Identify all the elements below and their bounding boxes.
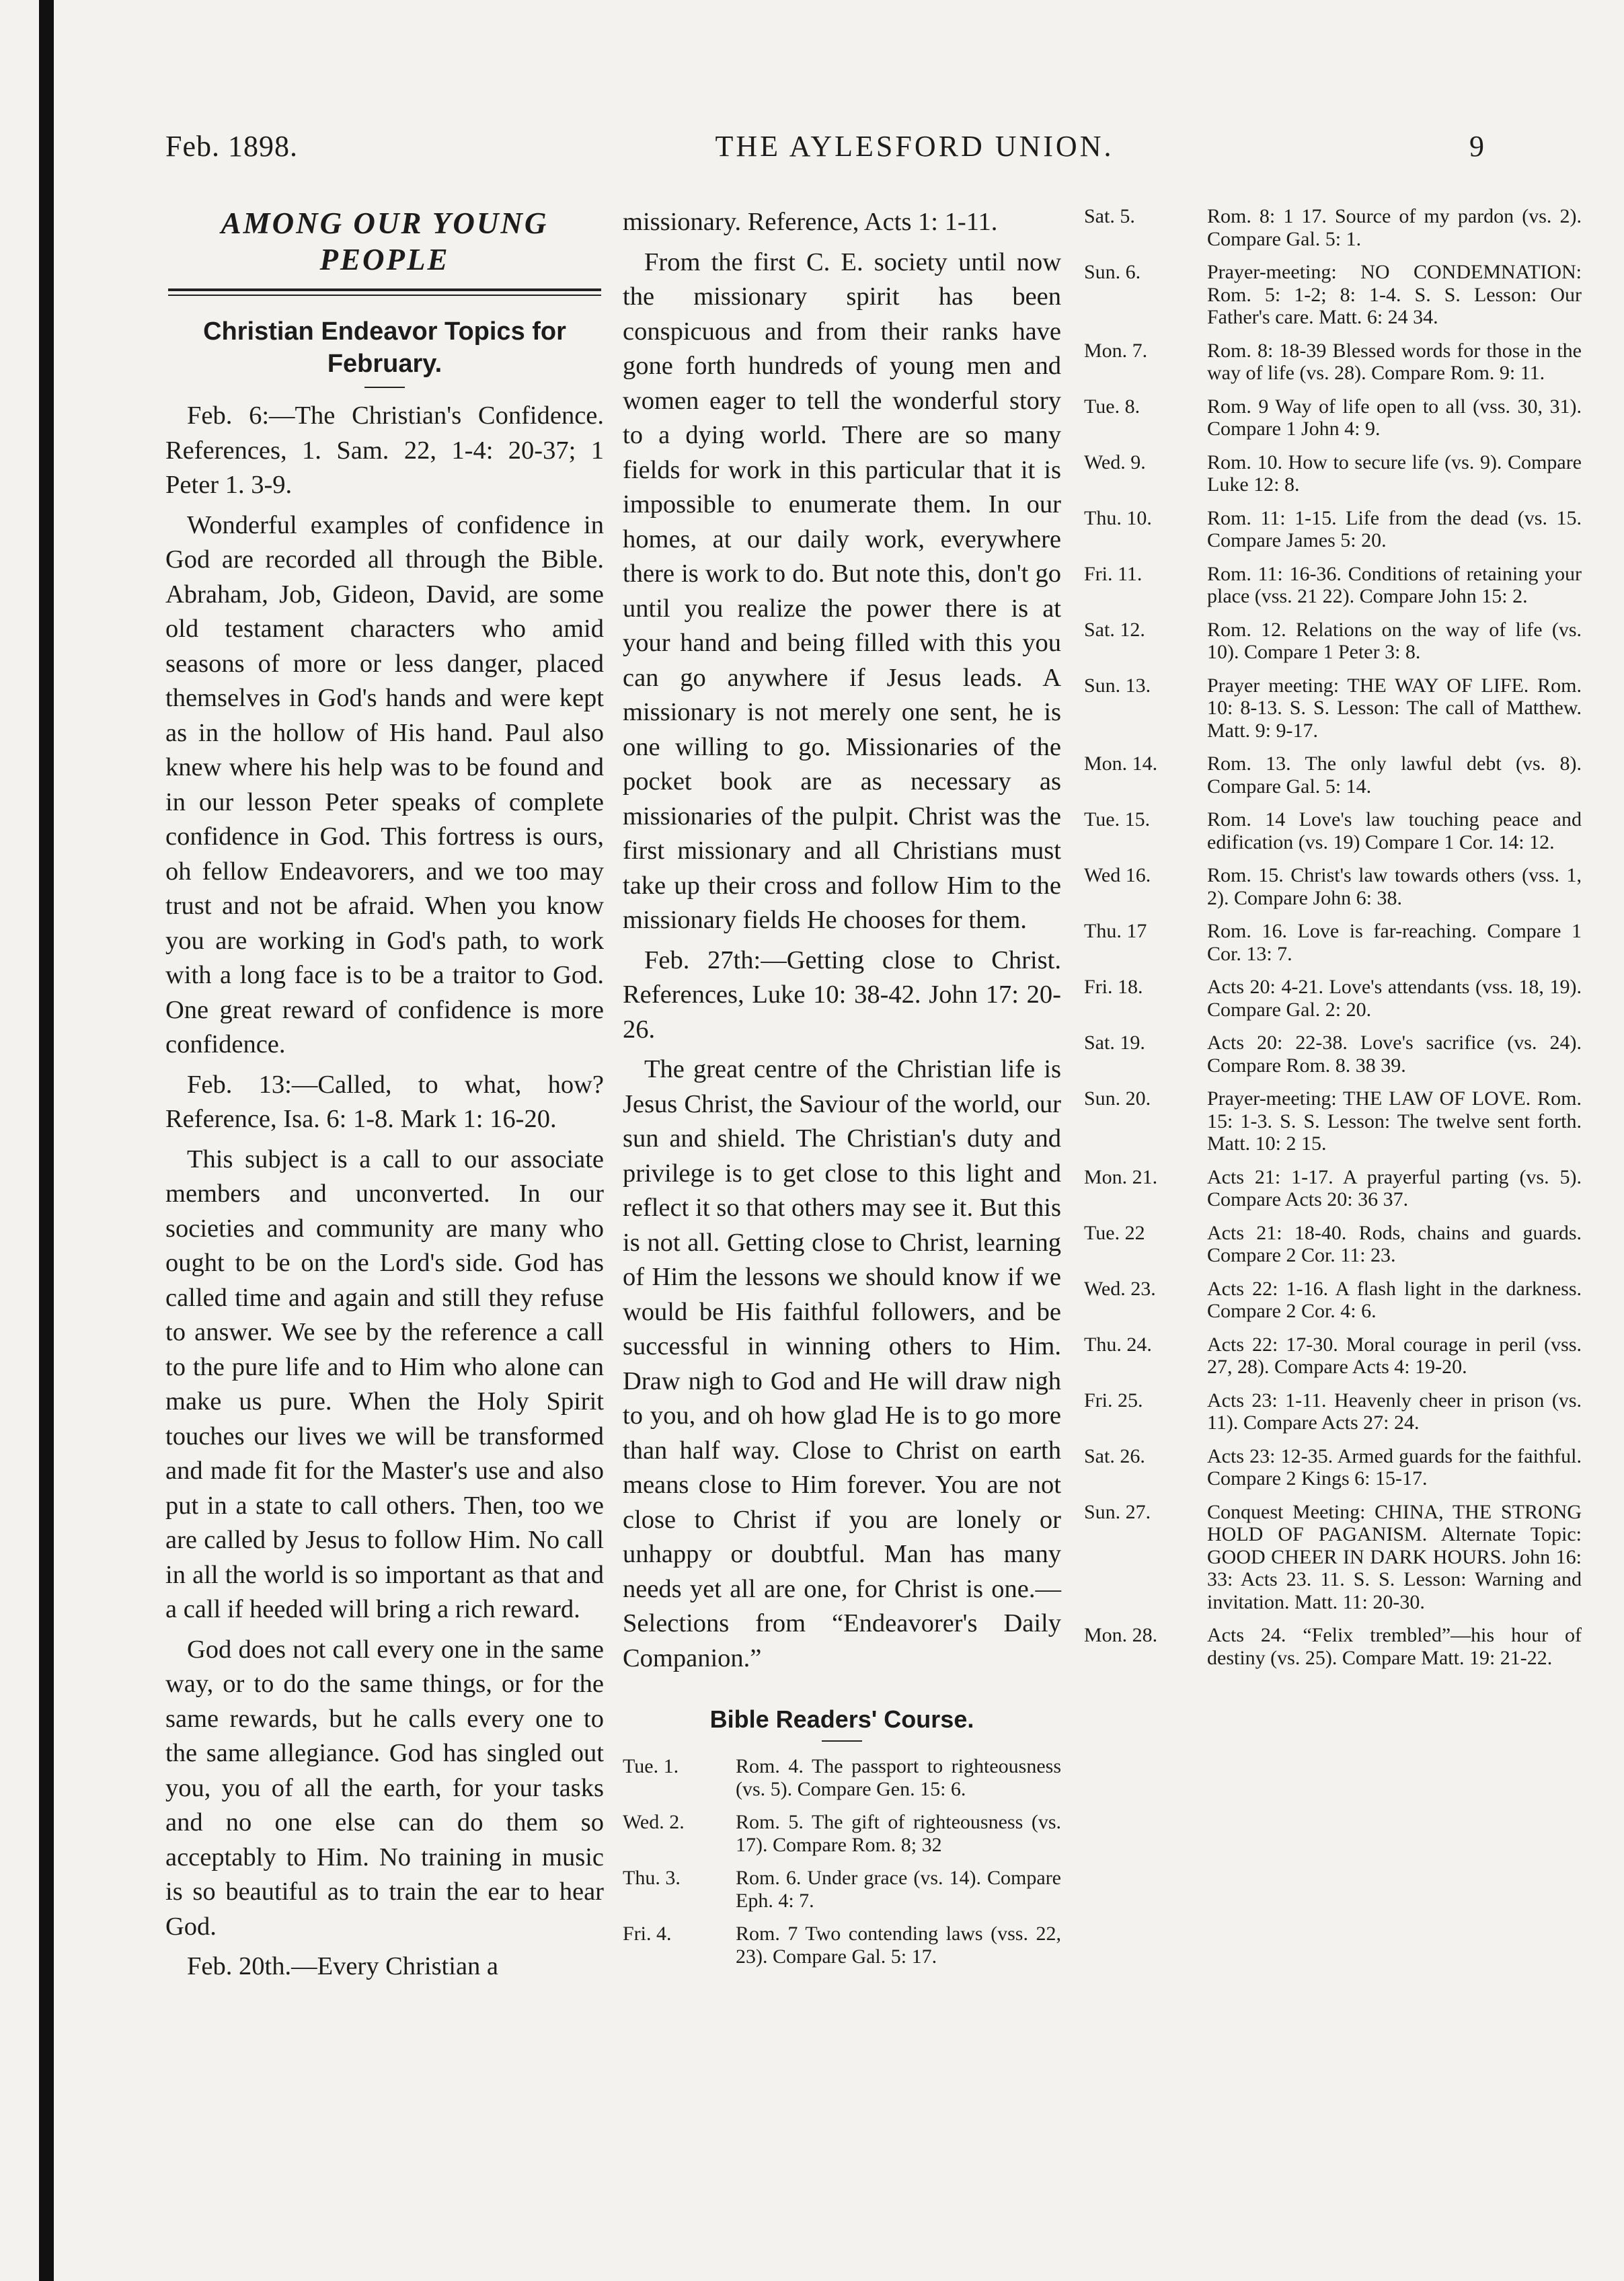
reading-entry <box>623 1923 1061 1968</box>
reading-entry <box>1084 808 1582 853</box>
reading-day: Thu. 17 <box>1084 920 1147 942</box>
reading-text: Acts 21: 18-40. Rods, chains and guards. Compare 2 Cor. 11: 23. <box>1207 1221 1582 1266</box>
topic-feb-20-heading: Feb. 20th.—Every Christian a <box>187 1952 498 1980</box>
reading-text: Prayer-meeting: NO CONDEMNATION: Rom. 5: 1-2; 8: 1-4. S. S. Lesson: Our Father's care. Matt. 6: 24 34. <box>1207 261 1582 328</box>
reading-text: Acts 23: 12-35. Armed guards for the faithful. Compare 2 Kings 6: 15-17. <box>1207 1444 1582 1490</box>
reading-text: Acts 22: 1-16. A flash light in the darkness. Compare 2 Cor. 4: 6. <box>1207 1277 1582 1322</box>
reading-day: Fri. 4. <box>623 1923 672 1945</box>
reading-entry <box>1084 619 1582 664</box>
reading-entry <box>1084 752 1582 798</box>
topic-feb-6-heading: Feb. 6:—The Christian's Confidence. References, 1. Sam. 22, 1-4: 20-37; 1 Peter 1. 3-9. <box>165 401 604 499</box>
reading-text: Acts 22: 17-30. Moral courage in peril (vss. 27, 28). Compare Acts 4: 19-20. <box>1207 1333 1582 1378</box>
reading-entry <box>1084 674 1582 742</box>
reading-text: Rom. 14 Love's law touching peace and edification (vs. 19) Compare 1 Cor. 14: 12. <box>1207 808 1582 853</box>
reading-day: Tue. 1. <box>623 1755 679 1777</box>
reading-text: Rom. 6. Under grace (vs. 14). Compare Eph. 4: 7. <box>736 1867 1061 1912</box>
reading-text: Rom. 16. Love is far-reaching. Compare 1 Cor. 13: 7. <box>1207 920 1582 965</box>
reading-entry <box>1084 1389 1582 1434</box>
reading-text: Prayer-meeting: THE LAW OF LOVE. Rom. 15: 1-3. S. S. Lesson: The twelve sent forth. Matt. 10: 2 15. <box>1207 1087 1582 1155</box>
reading-entry <box>1084 1501 1582 1614</box>
reading-list-b <box>1084 205 1582 1669</box>
reading-day: Sun. 20. <box>1084 1087 1151 1110</box>
reading-day: Thu. 3. <box>623 1867 681 1889</box>
topics-divider <box>364 387 405 388</box>
reading-day: Thu. 24. <box>1084 1333 1152 1356</box>
page-number: 9 <box>1469 130 1485 163</box>
reading-day: Tue. 22 <box>1084 1221 1145 1244</box>
reading-day: Mon. 28. <box>1084 1624 1158 1646</box>
reading-entry <box>623 1811 1061 1856</box>
reading-text: Rom. 15. Christ's law towards others (vss. 1, 2). Compare John 6: 38. <box>1207 864 1582 909</box>
reading-entry <box>1084 1087 1582 1155</box>
reading-entry <box>1084 1278 1582 1323</box>
reading-day: Thu. 10. <box>1084 506 1152 529</box>
topics-title: Christian Endeavor Topics for February. <box>203 317 566 378</box>
reading-entry <box>1084 340 1582 385</box>
reading-day: Sat. 12. <box>1084 618 1145 641</box>
reading-text: Rom. 8: 1 17. Source of my pardon (vs. 2). Compare Gal. 5: 1. <box>1207 205 1582 250</box>
reading-day: Fri. 11. <box>1084 562 1143 585</box>
topic-feb-13-body-continued: God does not call every one in the same way, or to do the same things, or for the same rewards, but he calls every one to the same allegiance. God has singled out you, you of all the earth, for your tasks and no one else can do them so acceptably to Him. No training in music is so beautiful as to train the ear to hear God. <box>165 1635 604 1941</box>
reading-entry <box>1084 507 1582 552</box>
bible-course-title: Bible Readers' Course. <box>709 1705 974 1733</box>
reading-day: Fri. 18. <box>1084 976 1143 998</box>
reading-text: Conquest Meeting: CHINA, THE STRONG HOLD OF PAGANISM. Alternate Topic: GOOD CHEER IN DARK HOURS. John 16: 33: Acts 23. 11. S. S. Lesson: Warning and invitation. Matt. 11: 20-30. <box>1207 1500 1582 1613</box>
reading-text: Rom. 7 Two contending laws (vss. 22, 23). Compare Gal. 5: 17. <box>736 1923 1061 1968</box>
reading-entry <box>1084 920 1582 965</box>
topic-feb-27-heading: Feb. 27th:—Getting close to Christ. References, Luke 10: 38-42. John 17: 20-26. <box>623 945 1061 1044</box>
reading-text: Rom. 9 Way of life open to all (vss. 30, 31). Compare 1 John 4: 9. <box>1207 395 1582 440</box>
topic-feb-20-reference: missionary. Reference, Acts 1: 1-11. <box>623 208 998 236</box>
reading-entry <box>1084 1032 1582 1077</box>
reading-entry <box>1084 1166 1582 1211</box>
section-divider <box>168 288 601 296</box>
column-two <box>623 205 1061 1968</box>
topic-feb-6-body: Wonderful examples of confidence in God are recorded all through the Bible. Abraham, Job, Gideon, David, are some old testament characters who amid seasons of more or less danger, placed themselves in God's hands and were kept as in the hollow of His hand. Paul also knew where his help was to be found and in our lesson Peter speaks of complete confidence in God. This fortress is ours, oh fellow Endeavorers, and we too may trust and not be afraid. When you know you are working in God's path, to work with a long face is to be a traitor to God. One great reward of confidence is more confidence. <box>165 510 604 1058</box>
section-title: AMONG OUR YOUNG PEOPLE <box>221 206 549 276</box>
reading-text: Rom. 11: 16-36. Conditions of retaining your place (vss. 21 22). Compare John 15: 2. <box>1207 562 1582 607</box>
reading-text: Prayer meeting: THE WAY OF LIFE. Rom. 10: 8-13. S. S. Lesson: The call of Matthew. Matt. 9: 9-17. <box>1207 674 1582 742</box>
reading-text: Acts 20: 4-21. Love's attendants (vss. 18, 19). Compare Gal. 2: 20. <box>1207 976 1582 1021</box>
topic-feb-13-heading: Feb. 13:—Called, to what, how? Reference, Isa. 6: 1-8. Mark 1: 16-20. <box>165 1070 604 1133</box>
reading-day: Sun. 13. <box>1084 674 1151 697</box>
reading-text: Rom. 8: 18-39 Blessed words for those in the way of life (vs. 28). Compare Rom. 9: 11. <box>1207 339 1582 384</box>
reading-text: Acts 20: 22-38. Love's sacrifice (vs. 24). Compare Rom. 8. 38 39. <box>1207 1032 1582 1077</box>
reading-day: Sat. 5. <box>1084 205 1135 227</box>
reading-text: Rom. 5. The gift of righteousness (vs. 17). Compare Rom. 8; 32 <box>736 1811 1061 1856</box>
reading-entry <box>1084 864 1582 909</box>
column-three <box>1084 205 1582 1669</box>
reading-entry <box>1084 1624 1582 1669</box>
reading-text: Rom. 4. The passport to righteousness (vs. 5). Compare Gen. 15: 6. <box>736 1755 1061 1800</box>
reading-text: Rom. 11: 1-15. Life from the dead (vs. 15. Compare James 5: 20. <box>1207 506 1582 551</box>
reading-text: Acts 21: 1-17. A prayerful parting (vs. 5). Compare Acts 20: 36 37. <box>1207 1165 1582 1210</box>
reading-day: Mon. 21. <box>1084 1165 1158 1188</box>
reading-entry <box>1084 1333 1582 1379</box>
reading-day: Wed. 23. <box>1084 1277 1156 1300</box>
reading-day: Tue. 15. <box>1084 808 1151 830</box>
column-one <box>165 205 604 1990</box>
reading-day: Sat. 26. <box>1084 1444 1145 1467</box>
reading-entry <box>1084 976 1582 1021</box>
topic-feb-13-body: This subject is a call to our associate members and unconverted. In our societies and community are many who ought to be on the Lord's side. God has called time and again and still they refuse to answer. We see by the reference a call to the pure life and to Him who alone can make us pure. When the Holy Spirit touches our lives we will be transformed and made fit for the Master's use and also put in a state to call others. Then, too we are called by Jesus to follow Him. No call in all the world is so important as that and a call if heeded will bring a rich reward. <box>165 1145 604 1623</box>
reading-entry <box>623 1755 1061 1800</box>
newspaper-title: THE AYLESFORD UNION. <box>715 130 1114 163</box>
reading-entry <box>1084 1445 1582 1490</box>
topic-feb-20-body: From the first C. E. society until now the missionary spirit has been conspicuous and from their ranks have gone forth hundreds of young men and women eager to tell the wonderful story to a dying world. There are so many fields for work in this particular that it is impossible to enumerate them. In our homes, at our daily work, everywhere there is work to do. But note this, don't go until you realize the power there is at your hand and being filled with this you can go anywhere if Jesus leads. A missionary is not merely one sent, he is one willing to go. Missionaries of the pocket book are as necessary as missionaries of the pulpit. Christ was the first missionary and all Christians must take up their cross and follow Him to the missionary fields He chooses for them. <box>623 247 1061 934</box>
reading-entry <box>1084 395 1582 440</box>
reading-day: Sat. 19. <box>1084 1032 1145 1054</box>
reading-day: Mon. 14. <box>1084 752 1158 775</box>
reading-day: Mon. 7. <box>1084 339 1148 362</box>
reading-day: Tue. 8. <box>1084 395 1140 418</box>
reading-entry <box>1084 205 1582 250</box>
reading-day: Wed. 9. <box>1084 451 1146 473</box>
reading-day: Sun. 6. <box>1084 261 1141 283</box>
reading-text: Acts 23: 1-11. Heavenly cheer in prison (vs. 11). Compare Acts 27: 24. <box>1207 1389 1582 1434</box>
issue-date: Feb. 1898. <box>165 130 298 163</box>
reading-day: Wed. 2. <box>623 1811 685 1833</box>
reading-day: Sun. 27. <box>1084 1500 1151 1523</box>
topic-feb-27-body: The great centre of the Christian life is Jesus Christ, the Saviour of the world, our sun and shield. The Christian's duty and privilege is to get close to this light and reflect it so that others may see it. But this is not all. Getting close to Christ, learning of Him the lessons we should know if we would be His faithful followers, and be successful in winning others to Him. Draw nigh to God and He will draw nigh to you, and oh how glad He is to go more than half way. Close to Christ on earth means close to Him forever. You are not close to Christ if you are lonely or unhappy or doubtful. Man has many needs yet all are one, for Christ is one.—Selections from “Endeavorer's Daily Companion.” <box>623 1055 1061 1672</box>
reading-text: Rom. 13. The only lawful debt (vs. 8). Compare Gal. 5: 14. <box>1207 752 1582 798</box>
reading-day: Wed 16. <box>1084 864 1151 886</box>
reading-entry <box>1084 563 1582 608</box>
reading-text: Rom. 12. Relations on the way of life (vs. 10). Compare 1 Peter 3: 8. <box>1207 618 1582 663</box>
reading-entry <box>1084 451 1582 496</box>
reading-text: Acts 24. “Felix trembled”—his hour of destiny (vs. 25). Compare Matt. 19: 21-22. <box>1207 1624 1582 1669</box>
reading-entry <box>1084 261 1582 329</box>
reading-text: Rom. 10. How to secure life (vs. 9). Compare Luke 12: 8. <box>1207 451 1582 496</box>
scan-edge-shadow <box>39 0 54 2281</box>
reading-list-a <box>623 1755 1061 1968</box>
reading-entry <box>623 1867 1061 1912</box>
reading-entry <box>1084 1222 1582 1267</box>
reading-day: Fri. 25. <box>1084 1389 1143 1412</box>
course-divider <box>822 1740 862 1742</box>
